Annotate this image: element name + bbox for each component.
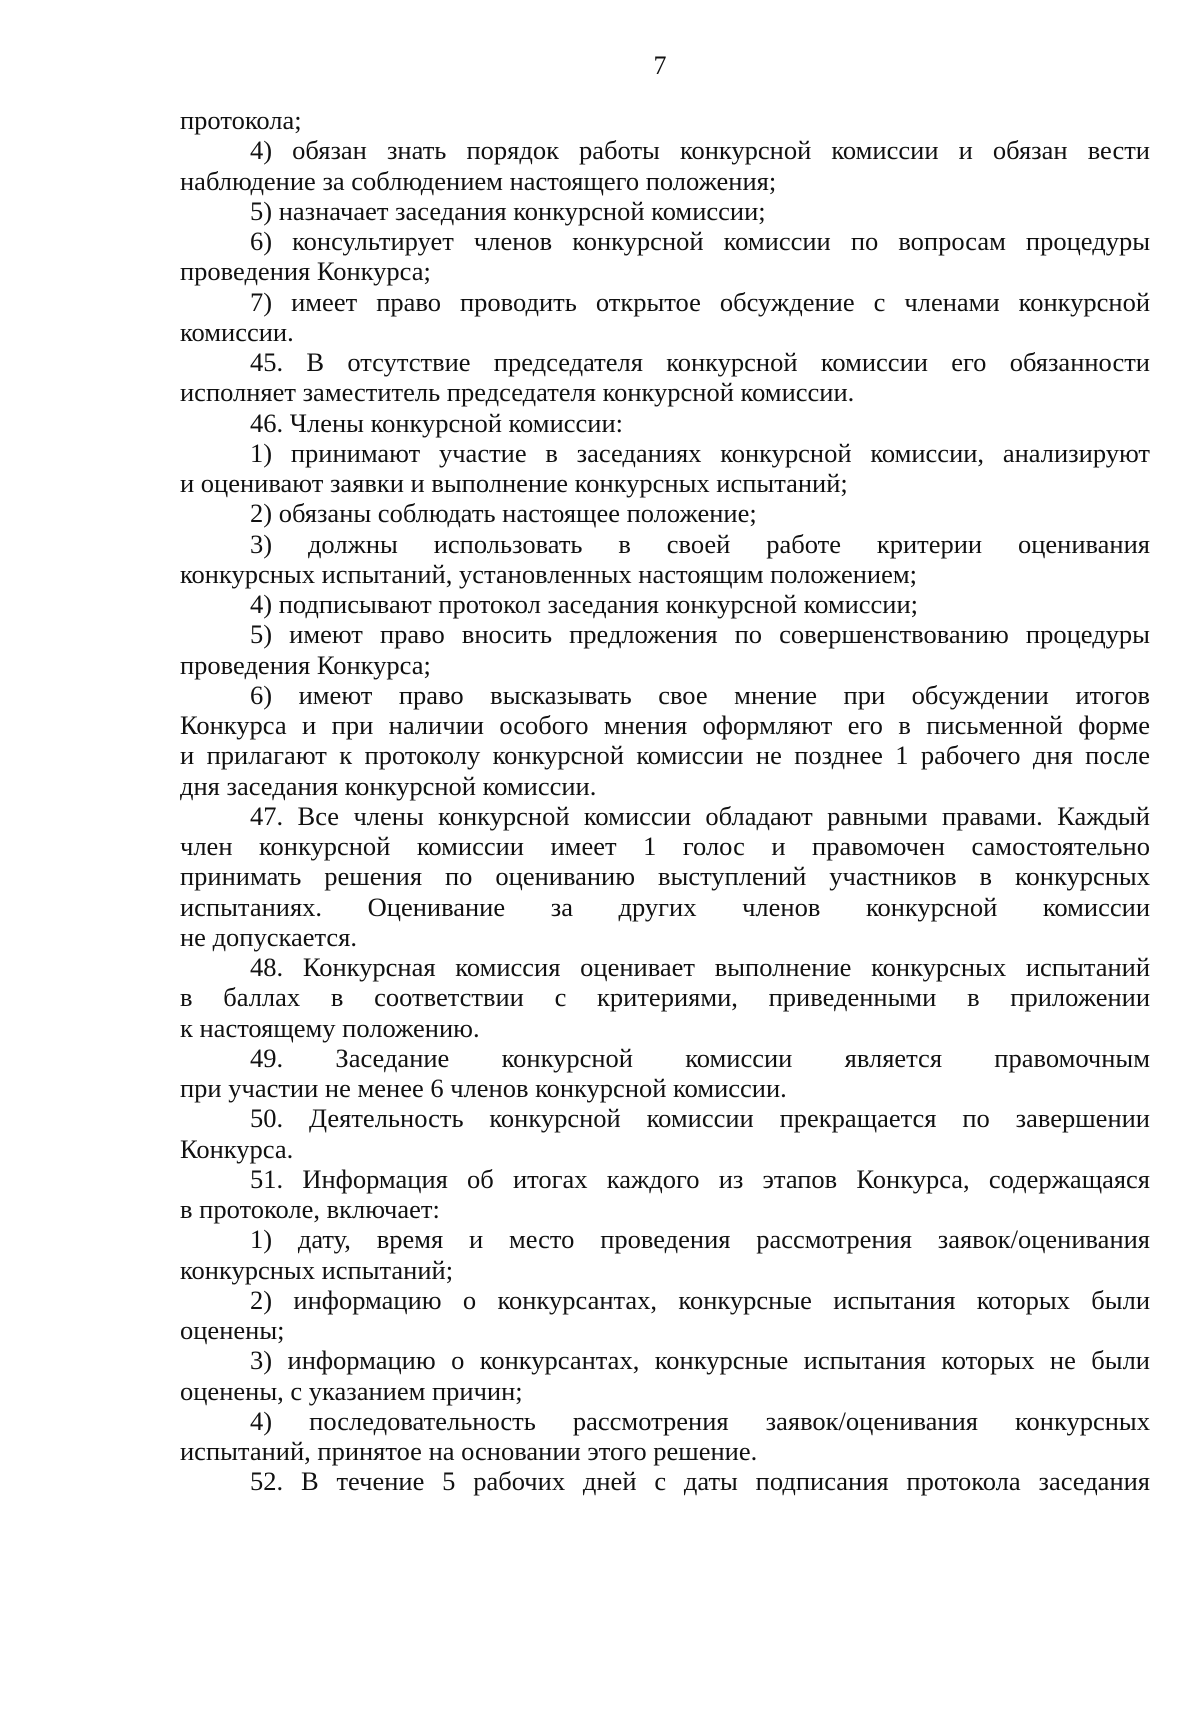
text-line: исполняет заместитель председателя конкурсной комиссии. bbox=[180, 377, 855, 408]
text-line: 4) подписывают протокол заседания конкурсной комиссии; bbox=[250, 589, 919, 619]
text-line: 5) назначает заседания конкурсной комиссии; bbox=[250, 195, 766, 226]
text-line: не допускается. bbox=[180, 921, 357, 952]
text-line: 1) принимают участие в заседаниях конкурсной комиссии, анализируют bbox=[250, 437, 1150, 468]
text-line: 2) информацию о конкурсантах, конкурсные испытания которых были bbox=[250, 1284, 1150, 1315]
text-line: проведения Конкурса; bbox=[180, 256, 431, 287]
text-line: протокола; bbox=[180, 105, 302, 135]
text-line: 4) последовательность рассмотрения заявок/оценивания конкурсных bbox=[250, 1405, 1150, 1436]
text-line: 45. В отсутствие председателя конкурсной комиссии его обязанности bbox=[250, 347, 1150, 377]
text-line: в протоколе, включает: bbox=[180, 1194, 440, 1224]
text-line: и оценивают заявки и выполнение конкурсных испытаний; bbox=[180, 468, 848, 498]
text-line: 7) имеет право проводить открытое обсуждение с членами конкурсной bbox=[250, 286, 1150, 317]
text-line: оценены; bbox=[180, 1315, 285, 1345]
text-line: дня заседания конкурсной комиссии. bbox=[180, 770, 597, 801]
text-line: 50. Деятельность конкурсной комиссии прекращается по завершении bbox=[250, 1103, 1150, 1134]
text-line: испытаний, принятое на основании этого решение. bbox=[180, 1436, 758, 1466]
text-line: и прилагают к протоколу конкурсной комиссии не позднее 1 рабочего дня после bbox=[180, 740, 1150, 771]
text-line: конкурсных испытаний, установленных настоящим положением; bbox=[180, 558, 918, 589]
text-line: 51. Информация об итогах каждого из этапов Конкурса, содержащаяся bbox=[250, 1163, 1150, 1194]
text-line: Конкурса. bbox=[180, 1133, 294, 1164]
text-line: 48. Конкурсная комиссия оценивает выполнение конкурсных испытаний bbox=[250, 952, 1150, 982]
text-line: 6) консультирует членов конкурсной комиссии по вопросам процедуры bbox=[250, 226, 1150, 256]
text-line: 3) должны использовать в своей работе критерии оценивания bbox=[250, 528, 1150, 559]
text-line: 52. В течение 5 рабочих дней с даты подписания протокола заседания bbox=[250, 1466, 1150, 1497]
text-line: оценены, с указанием причин; bbox=[180, 1375, 523, 1406]
text-line: проведения Конкурса; bbox=[180, 649, 431, 680]
text-line: 5) имеют право вносить предложения по совершенствованию процедуры bbox=[250, 619, 1150, 650]
text-line: конкурсных испытаний; bbox=[180, 1254, 454, 1285]
text-line: 4) обязан знать порядок работы конкурсной комиссии и обязан вести bbox=[250, 135, 1150, 166]
text-line: 6) имеют право высказывать свое мнение при обсуждении итогов bbox=[250, 679, 1150, 710]
text-line: в баллах в соответствии с критериями, приведенными в приложении bbox=[180, 982, 1150, 1013]
text-line: 46. Члены конкурсной комиссии: bbox=[250, 407, 624, 438]
text-line: Конкурса и при наличии особого мнения оформляют его в письменной форме bbox=[180, 710, 1150, 740]
page-number: 7 bbox=[653, 51, 667, 80]
text-line: испытаниях. Оценивание за других членов конкурсной комиссии bbox=[180, 891, 1150, 922]
text-line: 2) обязаны соблюдать настоящее положение; bbox=[250, 498, 757, 529]
text-line: член конкурсной комиссии имеет 1 голос и правомочен самостоятельно bbox=[180, 831, 1150, 861]
text-line: 1) дату, время и место проведения рассмотрения заявок/оценивания bbox=[250, 1224, 1150, 1255]
text-line: комиссии. bbox=[180, 316, 294, 347]
text-line: 49. Заседание конкурсной комиссии является правомочным bbox=[250, 1042, 1150, 1073]
text-line: принимать решения по оцениванию выступлений участников в конкурсных bbox=[180, 861, 1150, 892]
text-line: наблюдение за соблюдением настоящего положения; bbox=[180, 165, 777, 196]
text-line: 3) информацию о конкурсантах, конкурсные испытания которых не были bbox=[250, 1345, 1150, 1376]
text-line: при участии не менее 6 членов конкурсной комиссии. bbox=[180, 1073, 787, 1103]
text-line: 47. Все члены конкурсной комиссии обладают равными правами. Каждый bbox=[250, 800, 1150, 831]
text-line: к настоящему положению. bbox=[180, 1012, 480, 1043]
